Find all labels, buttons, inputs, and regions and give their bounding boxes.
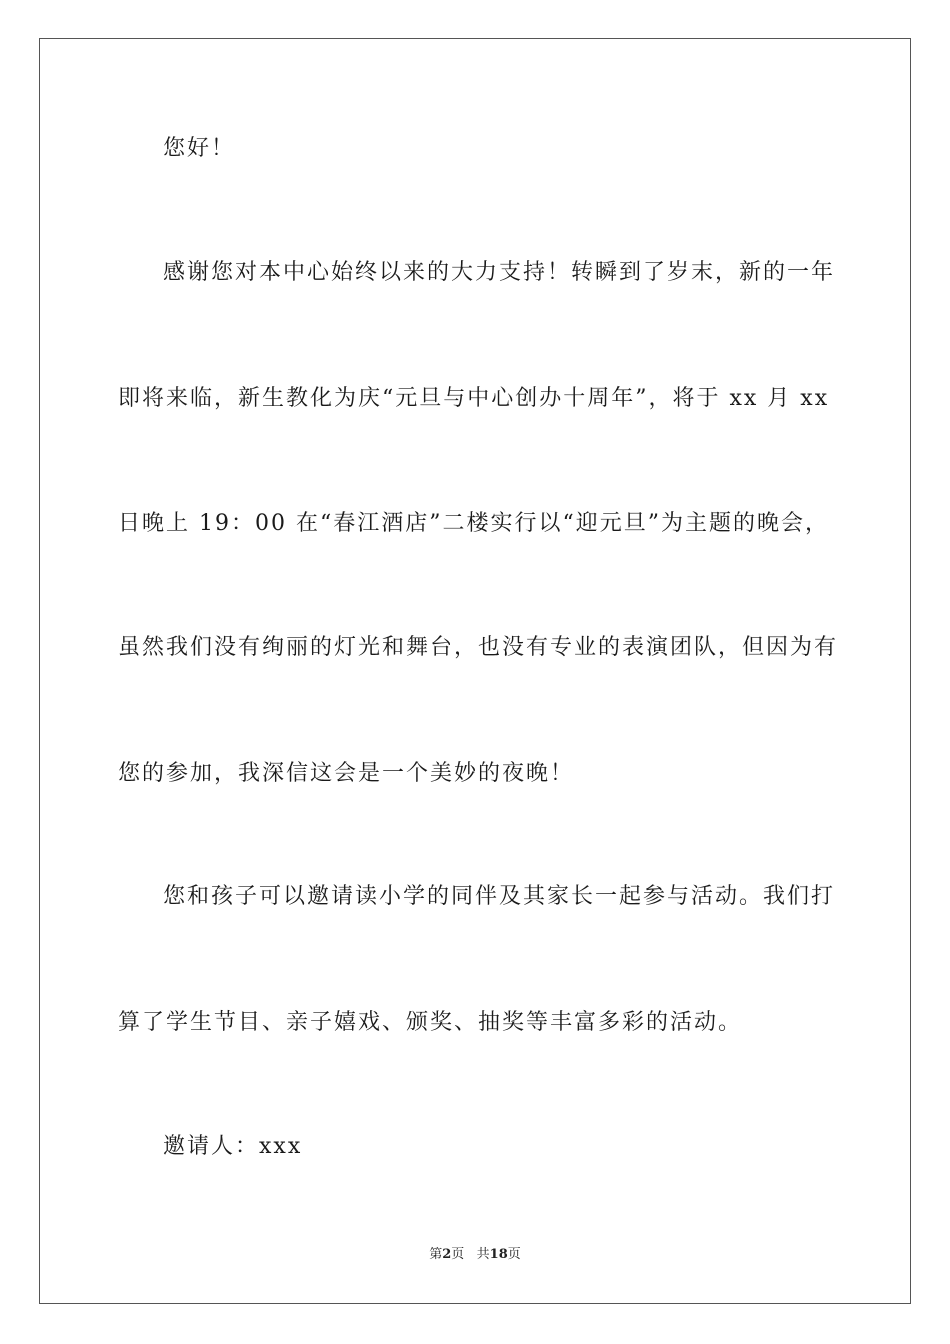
paragraph-line-3: 日晚上 19：00 在“春江酒店”二楼实行以“迎元旦”为主题的晚会， — [118, 511, 829, 536]
paragraph-line-4: 虽然我们没有绚丽的灯光和舞台，也没有专业的表演团队，但因为有 — [118, 635, 839, 660]
greeting: 您好！ — [163, 136, 236, 161]
paragraph-line-2: 即将来临，新生教化为庆“元旦与中心创办十周年”，将于 xx 月 xx — [118, 386, 830, 411]
paragraph-line-1: 感谢您对本中心始终以来的大力支持！转瞬到了岁末，新的一年 — [163, 260, 836, 285]
footer-prefix: 第 — [429, 1247, 443, 1262]
footer-mid: 页 共 — [451, 1247, 490, 1262]
footer-current-page: 2 — [442, 1247, 452, 1262]
page-frame — [39, 38, 911, 1304]
paragraph-line-6: 您和孩子可以邀请读小学的同伴及其家长一起参与活动。我们打 — [163, 884, 836, 909]
signature: 邀请人：xxx — [163, 1134, 303, 1159]
footer-total-pages: 18 — [489, 1247, 508, 1262]
page-footer — [0, 1243, 950, 1262]
paragraph-line-5: 您的参加，我深信这会是一个美妙的夜晚！ — [118, 761, 575, 786]
footer-suffix: 页 — [507, 1247, 521, 1262]
paragraph-line-7: 算了学生节目、亲子嬉戏、颁奖、抽奖等丰富多彩的活动。 — [118, 1010, 743, 1035]
